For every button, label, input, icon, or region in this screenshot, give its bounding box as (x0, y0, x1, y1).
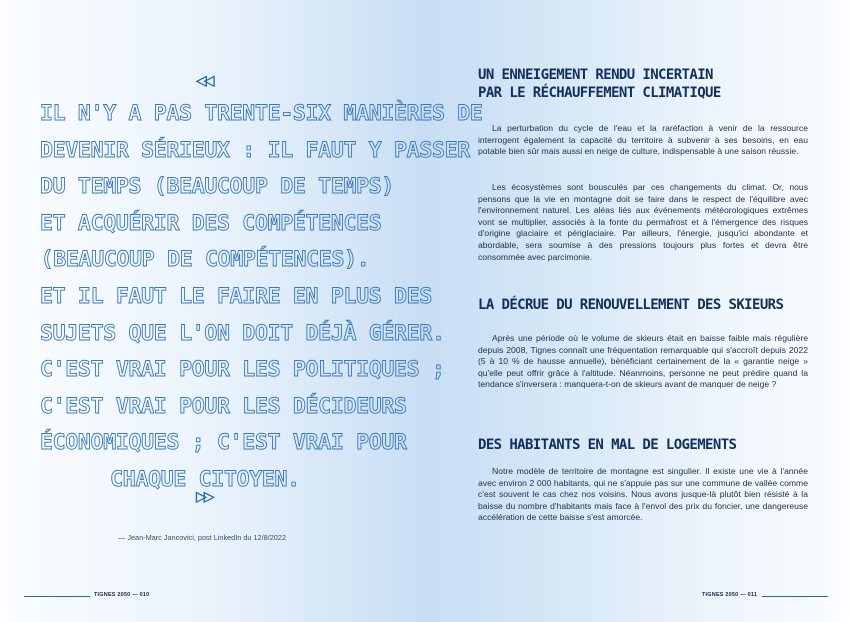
quote-line: ET IL FAUT LE FAIRE EN PLUS DES (40, 283, 432, 309)
quote-close-icon: ▷▷ (196, 488, 212, 504)
quote-line: SUJETS QUE L'ON DOIT DÉJÀ GÉRER. (40, 320, 445, 346)
section-title (478, 66, 808, 102)
quote-line: DU TEMPS (BEAUCOUP DE TEMPS) (40, 174, 395, 200)
page-footer-right: TIGNES 2050 — 011 (702, 592, 758, 598)
section-title-line: PAR LE RÉCHAUFFEMENT CLIMATIQUE (478, 85, 721, 101)
right-page (425, 0, 850, 622)
quote-line: C'EST VRAI POUR LES POLITIQUES ; (40, 357, 445, 383)
quote-line: IL N'Y A PAS TRENTE-SIX MANIÈRES DE (40, 101, 483, 126)
section-title (478, 296, 808, 314)
body-paragraph: Notre modèle de territoire de montagne est singulier. Il existe une vie à l'année avec environ 2 000 habitants, qui ne s'appuie pas sur une commune de vallée comme c'est souvent le cas chez nos voisins. Nous avons jusque-là plutôt bien résisté à la baisse du nombre d'habitants mais face à l'envol des prix du foncier, une dangereuse accélération de cette baisse s'est amorcée. (478, 466, 808, 523)
quote-line: ET ACQUÉRIR DES COMPÉTENCES (40, 210, 382, 236)
section-title (478, 436, 808, 454)
pull-quote (40, 96, 483, 499)
quote-line: DEVENIR SÉRIEUX : IL FAUT Y PASSER (40, 137, 470, 163)
quote-line: (BEAUCOUP DE COMPÉTENCES). (40, 247, 370, 273)
footer-rule (762, 596, 828, 597)
page-footer-left: TIGNES 2050 — 010 (94, 592, 150, 598)
quote-line: ÉCONOMIQUES ; C'EST VRAI POUR (40, 430, 407, 456)
footer-rule (24, 596, 90, 597)
quote-line: CHAQUE CITOYEN. (110, 466, 300, 492)
quote-open-icon: ◁◁ (196, 72, 212, 88)
section-title-line: UN ENNEIGEMENT RENDU INCERTAIN (478, 67, 713, 83)
body-paragraph: Après une période où le volume de skieurs était en baisse faible mais régulière depuis 2008, Tignes connaît une fréquentation remarquable qui s'accroît depuis 2022 (5 à 10 % de hausse annuelle), bénéficiant certainement de la « garantie neige » qu'elle peut offrir grâce à l'altitude. Néanmoins, personne ne peut prédire quand la tendance s'inversera : manquera-t-on de skieurs avant de manquer de neige ? (478, 333, 808, 390)
quote-line: C'EST VRAI POUR LES DÉCIDEURS (40, 393, 407, 419)
body-paragraph: La perturbation du cycle de l'eau et la raréfaction à venir de la ressource interrogent également la capacité du territoire à subvenir à ses besoins, en eau potable bien sûr mais aussi en neige de culture, indispensable à une saison réussie. (478, 123, 808, 157)
section-title-line: DES HABITANTS EN MAL DE LOGEMENTS (478, 437, 737, 453)
quote-citation: — Jean-Marc Jancovici, post LinkedIn du 12/8/2022 (118, 533, 286, 542)
section-title-line: LA DÉCRUE DU RENOUVELLEMENT DES SKIEURS (478, 297, 784, 313)
body-paragraph: Les écosystèmes sont bousculés par ces changements du climat. Or, nous pensons que la vie en montagne doit se faire dans le respect de l'équilibre avec l'environnement naturel. Les aléas liés aux événements météorologiques extrêmes vont se multiplier, associés à la fonte du permafrost et à l'émergence des risques d'origine glaciaire et périglaciaire. Par ailleurs, l'énergie, jusqu'ici abondante et abordable, sera soumise à des pressions toujours plus fortes et devra être consommée avec parcimonie. (478, 182, 808, 262)
